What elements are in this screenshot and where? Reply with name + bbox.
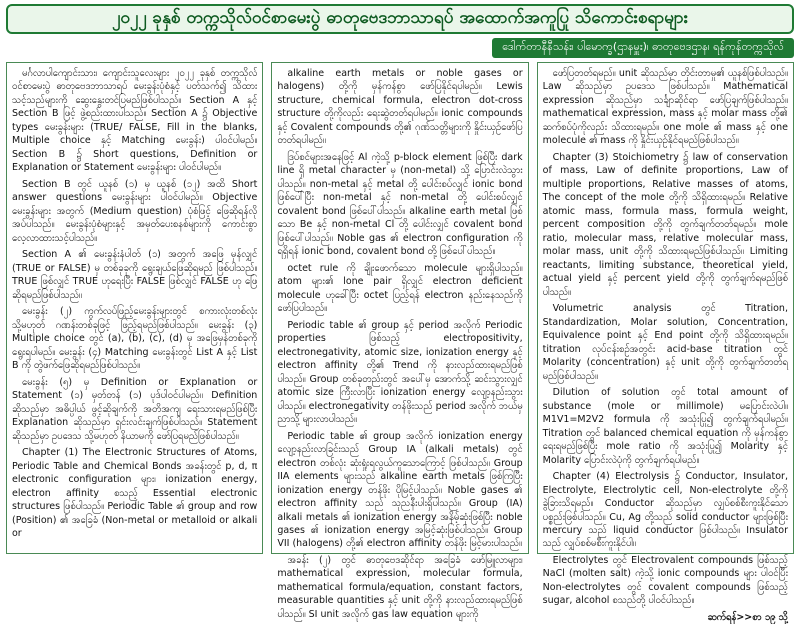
paragraph: Chapter (3) Stoichiometry ၌ law of conservation of mass, Law of definite proportions, Law of multiple proportions, Relative masses of atoms, The concept of the mole တို့ကို သိရှိထားရမည်။ Relative atomic mass, formula mass, formula weight, percent composition တို့ကို တွက်ချက်တတ်ရမည်။ mole ratio, molecular mass, relative molecular mass, molar mass, unit တို့ကို သိထားရမည်ဖြစ်ပါသည်။ Limiting reactants, limiting substance, theoretical yield, actual yield နှင့် percent yield တို့ကို တွက်ချက်ရမည်ဖြစ်ပါသည်။ <box>542 151 788 298</box>
article-byline: ဒေါက်တာနီနီသန်း၊ ပါမောက္ခ(ဌာနမှူး)၊ ဓာတုဗေဒဌာန၊ ရန်ကုန်တက္ကသိုလ် <box>492 38 794 58</box>
article-headline: ၂၀၂၂ ခုနှစ် တက္ကသိုလ်ဝင်စာမေးပွဲ ဓာတုဗေဒဘာသာရပ် အထောက်အကူပြု သိကောင်းစရာများ <box>6 4 794 34</box>
paragraph: မင်္ဂလာပါကျောင်းသား၊ ကျောင်းသူလေးများ ၂၀၂၂ ခုနှစ် တက္ကသိုလ်ဝင်စာမေးပွဲ ဓာတုဗေဒဘာသာရပ် မေးခွန်းပုံစံနှင့် ပတ်သက်၍ သိထားသင့်သည်များကို ဆွေးနွေးတင်ပြမည်ဖြစ်ပါသည်။ Section A နှင့် Section B ဖြင့် ဖွဲ့စည်းထားပါသည်။ Section A ၌ Objective types မေးခွန်းများ (TRUE/ FALSE, Fill in the blanks, Multiple choice နှင့် Matching မေးခွန်း) ပါဝင်ပါမည်။ Section B ၌ Short questions, Definition or Explanation or Statement မေးခွန်းများ ပါဝင်ပါမည်။ <box>12 68 258 174</box>
paragraph: ဒြပ်စင်များအနေဖြင့် Al ကဲ့သို့ p-block element ဖြစ်ပြီး dark line ရှိ metal character မှ (non-metal) သို့ ပြောင်းလဲသွားပါသည်။ non-metal နှင့် metal တို့ ပေါင်းစပ်လျှင် ionic bond ဖြစ်ပေါ်ပြီး non-metal နှင့် non-metal တို့ ပေါင်းစပ်လျှင် covalent bond ဖြစ်ပေါ်ပါသည်။ alkaline earth metal ဖြစ်သော Be နှင့် non-metal Cl တို့ ပေါင်းလျှင် covalent bond ဖြစ်ပေါ်ပါသည်။ Noble gas ၏ electron configuration ကို ရရှိရန် ionic bond, covalent bond တို့ ဖြစ်ပေါ်ပါသည်။ <box>277 151 523 258</box>
paragraph: alkaline earth metals or noble gases or halogens) တို့ကို မှန်ကန်စွာ ဖော်ပြနိုင်ရပါမည်။ Lewis structure, chemical formula, electron dot-cross structure တို့ကိုလည်း ရေးဆွဲတတ်ရပါမည်။ ionic compounds နှင့် Covalent compounds တို့၏ ဂုဏ်သတ္တိများကို နှိုင်းယှဉ်ဖော်ပြ တတ်ရပါမည်။ <box>277 68 523 147</box>
paragraph: octet rule ကို ချိုးဖောက်သော molecule များရှိပါသည်။ atom များ၏ lone pair ရှိလျှင် electron deficient molecule ဟုခေါ်ပြီး octet ပြည့်ရန် electron နည်းနေသည်ကို ဖော်ပြပါသည်။ <box>277 262 523 315</box>
paragraph: ဖော်ပြတတ်ရမည်။ unit ဆိုသည်မှာ တိုင်းတာမှု၏ ယူနစ်ဖြစ်ပါသည်။ Law ဆိုသည်မှာ ဥပဒေသ ဖြစ်ပါသည်။ Mathematical expression ဆိုသည်မှာ သင်္ချာဆိုင်ရာ ဖော်ပြချက်ဖြစ်ပါသည်။ mathematical expression, mass နှင့် molar mass တို့၏ ဆက်စပ်ပုံကိုလည်း သိထားရမည်။ one mole ၏ mass နှင့် one molecule ၏ mass ကို နှိုင်းယှဉ်နိုင်ရမည်ဖြစ်ပါသည်။ <box>542 68 788 147</box>
byline-row <box>6 38 794 58</box>
column-2 <box>271 62 528 620</box>
paragraph: Chapter (4) Electrolysis ၌ Conductor, Insulator, Electrolyte, Electrolytic cell, Non-electrolyte တို့ကို ခွဲခြားသိရမည်။ Conductor ဆိုသည်မှာ လျှပ်စစ်စီးကူးနိုင်သော ပစ္စည်းဖြစ်ပါသည်။ Cu, Ag တို့သည် solid conductor များဖြစ်ပြီး mercury သည် liquid conductor ဖြစ်ပါသည်။ Insulator သည် လျှပ်စစ်မစီးကူးနိုင်ပါ။ <box>542 471 788 550</box>
article-body <box>6 62 794 623</box>
paragraph: Volumetric analysis တွင် Titration, Standardization, Molar solution, Concentration, Equivalence point နှင့် End point တို့ကို သိရှိထားရမည်။ titration လုပ်ငန်းစဉ်အတွင်း acid-base titration တွင် Molarity (concentration) နှင့် unit တို့ကို တွက်ချက်တတ်ရမည်ဖြစ်ပါသည်။ <box>542 303 788 382</box>
paragraph: Periodic table ၏ group အလိုက် ionization energy လျော့နည်းလာခြင်းသည် Group IA (alkali metals) တွင် electron တစ်လုံး ဆုံးရှုံးရလွယ်ကူသောကြောင့် ဖြစ်ပါသည်။ Group IIA elements များသည် alkaline earth metals ဖြစ်ကြပြီး ionization energy တန်ဖိုး ပိုမြင့်ပါသည်။ Noble gases ၏ electron affinity သည် သုညနီးပါးရှိပါသည်။ Group (IA) alkali metals ၏ ionization energy အနိမ့်ဆုံးဖြစ်ပြီး noble gases ၏ ionization energy အမြင့်ဆုံးဖြစ်ပါသည်။ Group VII (halogens) တို့၏ electron affinity တန်ဖိုး မြင့်မားပါသည်။ <box>277 430 523 550</box>
paragraph: မေးခွန်း (၅) မှ Definition or Explanation or Statement (၁) မှတ်တန် (၁) ပုဒ်ပါဝင်ပါမည်။ Definition ဆိုသည်မှာ အဓိပ္ပါယ် ဖွင့်ဆိုချက်ကို အတိအကျ ရေးသားရမည်ဖြစ်ပြီး Explanation ဆိုသည်မှာ ရှင်းလင်းချက်ဖြစ်ပါသည်။ Statement ဆိုသည်မှာ ဥပဒေသ သို့မဟုတ် နိယာမကို ဖော်ပြရမည်ဖြစ်ပါသည်။ <box>12 376 258 442</box>
paragraph: Electrolytes တွင် Electrovalent compounds ဖြစ်သည့် NaCl (molten salt) ကဲ့သို့ ionic compounds များ ပါဝင်ပြီး Non-electrolytes တွင် covalent compounds ဖြစ်သည့် sugar, alcohol စသည်တို့ ပါဝင်ပါသည်။ <box>542 554 788 607</box>
paragraph: မေးခွန်း (၂) ကွက်လပ်ဖြည့်မေးခွန်းများတွင် စကားလုံးတစ်လုံး သို့မဟုတ် ဂဏန်းတစ်ခုဖြင့် ဖြည့်ရမည်ဖြစ်ပါသည်။ မေးခွန်း (၃) Multiple choice တွင် (a), (b), (c), (d) မှ အဖြေမှန်တစ်ခုကို ရွေးရပါမည်။ မေးခွန်း (၄) Matching မေးခွန်းတွင် List A နှင့် List B ကို တွဲဖက်ဖြေဆိုရမည်ဖြစ်ပါသည်။ <box>12 306 258 372</box>
paragraph: Chapter (1) The Electronic Structures of Atoms, Periodic Table and Chemical Bonds အခန်းတွင် p, d, π electronic configuration များ၊ ionization energy, electron affinity စသည့် Essential electronic structures ဖြစ်ပါသည်။ Periodic Table ၏ group and row (Position) ၏ အခြေခံ (Non-metal or metalloid or alkali or <box>12 447 258 539</box>
paragraph: Section B တွင် ယူနစ် (၁) မှ ယူနစ် (၁၂) အထိ Short answer questions မေးခွန်းများ ပါဝင်ပါမည်။ Objective မေးခွန်းများ အတွက် (Medium question) ပုံစံဖြင့် ဖြေဆိုရန်လိုအပ်ပါသည်။ မေးခွန်းပုံစံများနှင့် အမှတ်ပေးစနစ်များကို ကောင်းစွာ လေ့လာထားသင့်ပါသည်။ <box>12 178 258 244</box>
paragraph: အခန်း (၂) တွင် ဓာတုဗေဒဆိုင်ရာ အခြေခံ ဖော်မြူလာများ၊ mathematical expression, molecular formula, mathematical formula/equation, constant factors, measurable quantities နှင့် unit တို့ကို နားလည်ထားရမည်ဖြစ်ပါသည်။ SI unit အလိုက် gas law equation များကို <box>277 554 523 620</box>
paragraph: Section A ၏ မေးခွန်းနံပါတ် (၁) အတွက် အဖြေ မှန်လျှင် (TRUE or FALSE) မှ တစ်ခုခုကို ရွေးချယ်ဖြေဆိုရမည် ဖြစ်ပါသည်။ TRUE ဖြစ်လျှင် TRUE ဟုရေးပြီး FALSE ဖြစ်လျှင် FALSE ဟု ဖြေဆိုရမည်ဖြစ်ပါသည်။ <box>12 249 258 301</box>
paragraph: Periodic table ၏ group နှင့် period အလိုက် Periodic properties ဖြစ်သည့် electropositivity, electronegativity, atomic size, ionization energy နှင့် electron affinity တို့၏ Trend ကို နားလည်ထားရမည်ဖြစ်ပါသည်။ Group တစ်ခုတည်းတွင် အပေါ်မှ အောက်သို့ ဆင်းသွားလျှင် atomic size ကြီးလာပြီး ionization energy လျော့နည်းသွားပါသည်။ electronegativity တန်ဖိုးသည် period အလိုက် ဘယ်မှညာသို့ များလာပါသည်။ <box>277 319 523 426</box>
paragraph: Dilution of solution တွင် total amount of substance (mole or millimole) မပြောင်းလဲပါ။ M1V1=M2V2 formula ကို အသုံးပြု၍ တွက်ချက်ရပါမည်။ Titration တွင် balanced chemical equation ကို မှန်ကန်စွာရေးရမည်ဖြစ်ပြီး mole ratio ကို အသုံးပြု၍ Molarity နှင့် Molarity ပြောင်းလဲပုံကို တွက်ချက်ရပါမည်။ <box>542 387 788 466</box>
column-1 <box>6 62 263 554</box>
column-3 <box>537 62 794 623</box>
continued-note: ဆက်ရန်>>စာ ၁၉ သို့ <box>707 611 788 623</box>
